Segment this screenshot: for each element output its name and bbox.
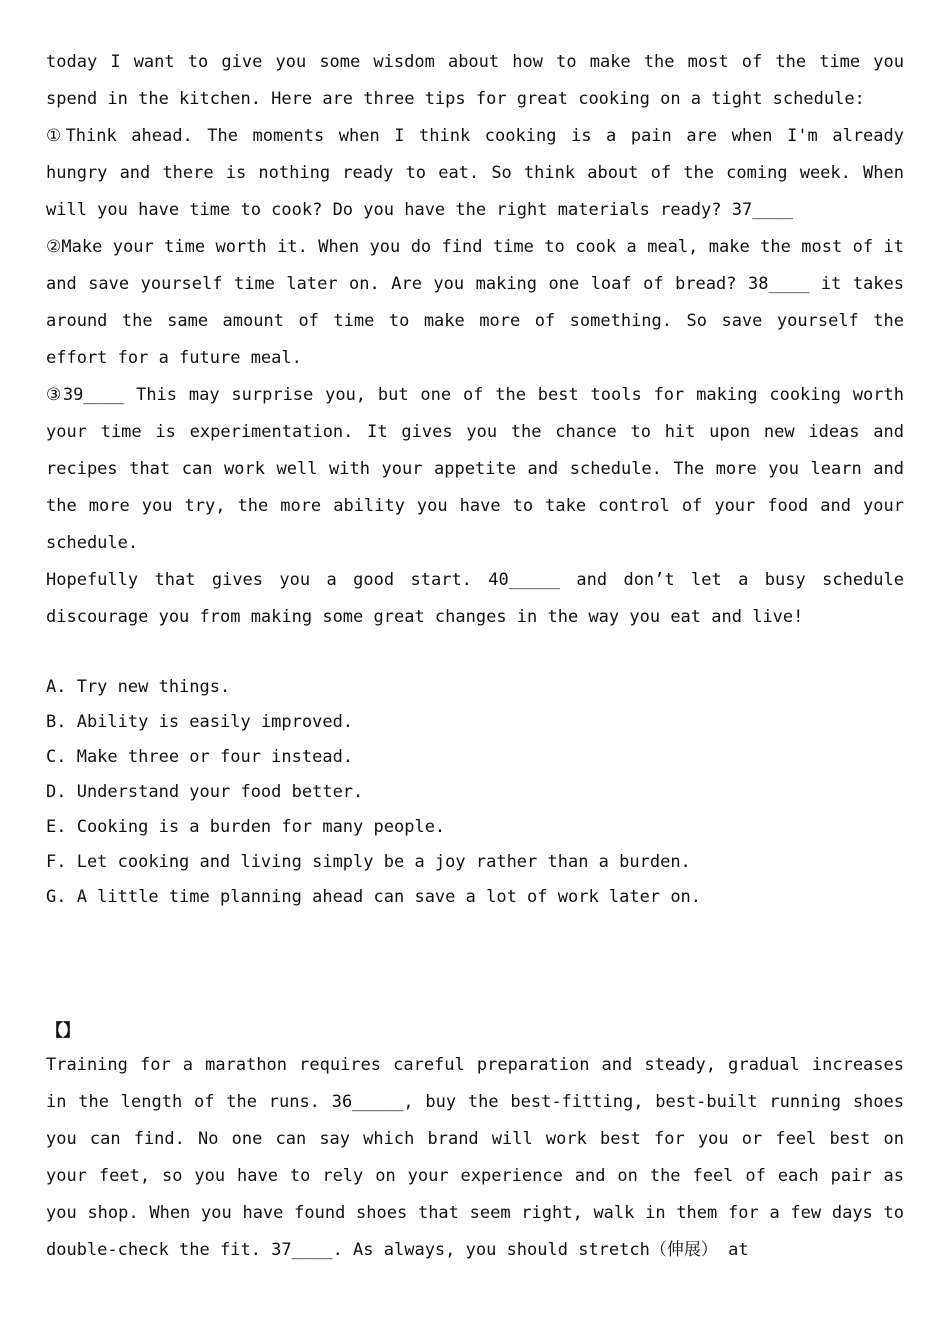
option-b: B. Ability is easily improved. xyxy=(46,712,354,732)
option-d: D. Understand your food better. xyxy=(46,782,364,802)
option-e: E. Cooking is a burden for many people. xyxy=(46,817,446,837)
document-page xyxy=(46,44,904,1269)
section-marker: 【】 xyxy=(46,1021,80,1041)
answer-options xyxy=(46,670,904,915)
option-c: C. Make three or four instead. xyxy=(46,747,354,767)
passage1-intro: today I want to give you some wisdom about how to make the most of the time you spend in the kitchen. Here are three tips for great cooking on a tight schedule: xyxy=(46,52,904,109)
passage1-tip-2: ②Make your time worth it. When you do find time to cook a meal, make the most of it and save yourself time later on. Are you making one loaf of bread? 38____ it takes around the same amount of time to make more of something. So save yourself the effort for a future meal. xyxy=(46,237,904,368)
passage1-tip-3: ③39____ This may surprise you, but one of the best tools for making cooking worth your time is experimentation. It gives you the chance to hit upon new ideas and recipes that can work well with your appetite and schedule. The more you learn and the more you try, the more ability you have to take control of your food and your schedule. xyxy=(46,385,904,553)
passage2-paragraph: Training for a marathon requires careful preparation and steady, gradual increases in the length of the runs. 36_____, buy the best-fitting, best-built running shoes you can find. No one can say which brand will work best for you or feel best on your feet, so you have to rely on your experience and on the feel of each pair as you shop. When you have found shoes that seem right, walk in them for a few days to double-check the fit. 37____. As always, you should stretch（伸展） at xyxy=(46,1055,904,1260)
passage1-conclusion: Hopefully that gives you a good start. 40_____ and don’t let a busy schedule discourage you from making some great changes in the way you eat and live! xyxy=(46,570,904,627)
option-g: G. A little time planning ahead can save a lot of work later on. xyxy=(46,887,702,907)
passage1-tip-1: ①Think ahead. The moments when I think cooking is a pain are when I'm already hungry and there is nothing ready to eat. So think about of the coming week. When will you have time to cook? Do you have the right materials ready? 37____ xyxy=(46,126,904,220)
option-a: A. Try new things. xyxy=(46,677,231,697)
option-f: F. Let cooking and living simply be a joy rather than a burden. xyxy=(46,852,691,872)
